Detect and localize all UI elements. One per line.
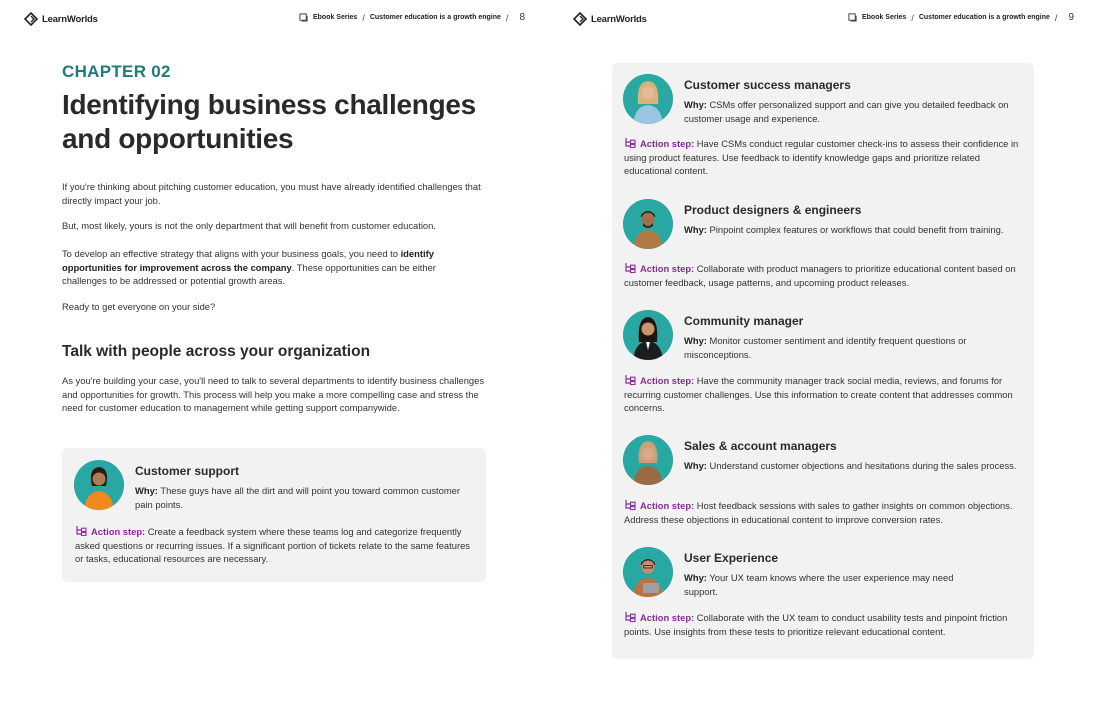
flow-steps-icon [624, 499, 636, 510]
page-number: 9 [1068, 12, 1074, 23]
person-photo-icon [74, 460, 124, 510]
why-label: Why: [684, 460, 707, 471]
why-label: Why: [684, 572, 707, 583]
section-heading: Talk with people across your organization [62, 343, 371, 360]
why-text: Your UX team knows where the user experience may need support. [684, 572, 954, 597]
role-action-step [624, 262, 1024, 289]
why-label: Why: [135, 485, 158, 496]
strategy-text-end: . These opportunities can be either challenges to be addressed or potential growth areas. [62, 261, 436, 287]
person-photo-icon [623, 74, 673, 124]
logo-icon [24, 12, 38, 26]
breadcrumb-separator: / [505, 12, 509, 23]
logo-text: LearnWorlds [591, 13, 647, 25]
book-icon [299, 13, 308, 22]
flow-steps-icon [75, 525, 87, 536]
role-why [684, 571, 969, 598]
paragraph-strategy [62, 247, 482, 288]
page-number: 8 [519, 12, 525, 23]
role-action-step [624, 499, 1024, 526]
role-why [684, 459, 1019, 473]
paragraph-intro: If you're thinking about pitching customer education, you must have already identified challenges that directly impact your job. [62, 181, 481, 206]
action-step-text: Have the community manager track social media, reviews, and forums for recurring customer challenges. Use this information to create content that addresses common concerns. [624, 375, 1013, 414]
page-header [24, 12, 525, 30]
avatar [74, 460, 124, 510]
why-text: These guys have all the dirt and will point you toward common customer pain points. [135, 485, 460, 510]
avatar [623, 547, 673, 597]
person-photo-icon [623, 435, 673, 485]
why-label: Why: [684, 335, 707, 346]
book-icon [848, 13, 857, 22]
role-action-step [624, 374, 1024, 415]
action-step-label: Action step: [640, 263, 695, 274]
strategy-text-start: To develop an effective strategy that aligns with your business goals, you need to [62, 248, 401, 259]
flow-steps-icon [624, 137, 636, 148]
action-step-label: Action step: [91, 526, 146, 537]
why-text: CSMs offer personalized support and can give you detailed feedback on customer usage and experience. [684, 99, 1009, 124]
role-action-step [75, 525, 480, 566]
action-step-text: Have CSMs conduct regular customer check-ins to assess their confidence in using product features. Use feedback to identify knowledge gaps and prioritize related educational content. [624, 138, 1019, 177]
breadcrumb-title[interactable]: Customer education is a growth engine [918, 14, 1050, 21]
strategy-emphasis: identify opportunities for improvement across the company [62, 248, 434, 273]
person-photo-icon [623, 547, 673, 597]
breadcrumb [848, 12, 1074, 23]
logo-icon [573, 12, 587, 26]
chapter-label: CHAPTER 02 [62, 62, 171, 81]
roles-card [612, 63, 1034, 659]
why-text: Pinpoint complex features or workflows that could benefit from training. [706, 224, 1004, 235]
avatar [623, 310, 673, 360]
role-why [684, 334, 1024, 361]
role-why [684, 223, 1019, 237]
role-action-step [624, 137, 1024, 178]
why-label: Why: [684, 99, 707, 110]
learnworlds-logo[interactable] [24, 12, 98, 26]
learnworlds-logo[interactable] [573, 12, 647, 26]
role-action-step [624, 611, 1024, 638]
action-step-text: Collaborate with product managers to prioritize educational content based on customer feedback, usage patterns, and upcoming product releases. [624, 263, 1016, 288]
person-photo-icon [623, 199, 673, 249]
logo-text: LearnWorlds [42, 13, 98, 25]
avatar [623, 74, 673, 124]
role-title: Sales & account managers [684, 439, 837, 453]
breadcrumb-series[interactable]: Ebook Series [312, 14, 358, 21]
why-text: Monitor customer sentiment and identify frequent questions or misconceptions. [684, 335, 967, 360]
role-title: User Experience [684, 551, 779, 565]
flow-steps-icon [624, 611, 636, 622]
why-text: Understand customer objections and hesitations during the sales process. [706, 460, 1017, 471]
role-why [684, 98, 1019, 125]
breadcrumb-title[interactable]: Customer education is a growth engine [369, 14, 501, 21]
role-title: Community manager [684, 314, 804, 328]
paragraph-talk: As you're building your case, you'll need to talk to several departments to identify business challenges and opportunities for growth. This process will help you make a more compelling case and stress the need for customer education to management while getting support companywide. [62, 375, 485, 414]
paragraph-other-departments: But, most likely, yours is not the only department that will benefit from customer education. [62, 220, 436, 231]
action-step-label: Action step: [640, 138, 695, 149]
paragraph-ready: Ready to get everyone on your side? [62, 301, 216, 312]
breadcrumb-series[interactable]: Ebook Series [861, 14, 907, 21]
person-photo-icon [623, 310, 673, 360]
breadcrumb [299, 12, 525, 23]
right-page [549, 0, 1098, 711]
breadcrumb-separator: / [362, 12, 365, 23]
action-step-text: Create a feedback system where these teams log and categorize frequently asked questions or recurring issues. If a significant portion of tickets relate to the same features or tasks, educational resources are necessary. [75, 526, 470, 565]
breadcrumb-separator: / [1054, 12, 1058, 23]
avatar [623, 199, 673, 249]
role-title: Product designers & engineers [684, 203, 862, 217]
action-step-label: Action step: [640, 612, 695, 623]
action-step-text: Collaborate with the UX team to conduct usability tests and pinpoint friction points. Use insights from these tests to prioritize relevant educational content. [624, 612, 1008, 637]
action-step-label: Action step: [640, 375, 695, 386]
action-step-label: Action step: [640, 500, 695, 511]
role-card-customer-support [62, 448, 486, 582]
flow-steps-icon [624, 374, 636, 385]
role-why [135, 484, 475, 511]
action-step-text: Host feedback sessions with sales to gather insights on common objections. Address these objections in educational content to improve conversion rates. [624, 500, 1013, 525]
page-title: Identifying business challenges and opportunities [62, 89, 476, 154]
role-title: Customer success managers [684, 78, 851, 92]
page-header [573, 12, 1074, 30]
avatar [623, 435, 673, 485]
flow-steps-icon [624, 262, 636, 273]
role-title: Customer support [135, 464, 240, 478]
why-label: Why: [684, 224, 707, 235]
breadcrumb-separator: / [911, 12, 914, 23]
